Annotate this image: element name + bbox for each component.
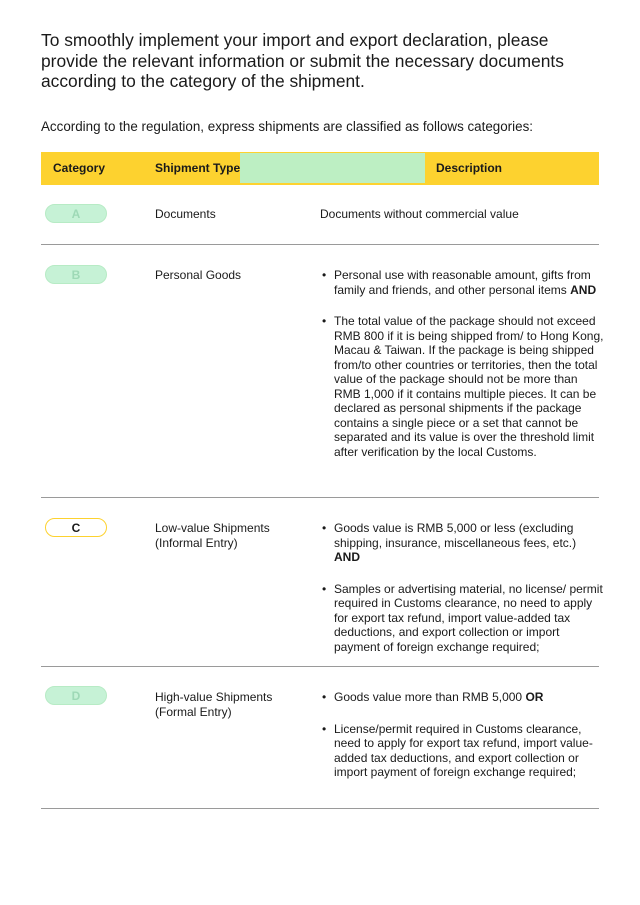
shipment-type-c: Low-value Shipments (Informal Entry)	[155, 521, 270, 550]
list-item: • License/permit required in Customs clearance, need to apply for export tax refund, import value-added tax deductions, and export collection or import payment of foreign exchange required;	[320, 722, 605, 780]
list-item: • Goods value more than RMB 5,000 OR	[320, 690, 605, 705]
description-list-d	[320, 690, 605, 797]
header-description: Description	[436, 161, 503, 175]
table-row-c	[41, 498, 603, 667]
description-list-c	[320, 521, 605, 671]
shipment-type-a: Documents	[155, 207, 216, 221]
list-item: • The total value of the package should not exceed RMB 800 if it is being shipped from/ to Hong Kong, Macau & Taiwan. If the package is being shipped from/to other countries or territories, then the total value of the package should not be more than RMB 1,000 if it contains multiple pieces. It can be declared as personal shipments if the package contains a single piece or a set that cannot be separated and its value is over the threshold limit after verification by the local Customs.	[320, 314, 605, 459]
description-a: Documents without commercial value	[320, 207, 519, 221]
category-badge-b: B	[45, 265, 107, 284]
intro-paragraph: To smoothly implement your import and export declaration, please provide the relevant information or submit the necessary documents according to the category of the shipment.	[41, 30, 564, 91]
table-header	[41, 152, 599, 185]
shipment-type-b: Personal Goods	[155, 268, 242, 282]
category-badge-c: C	[45, 518, 107, 537]
category-badge-d: D	[45, 686, 107, 705]
header-shipment-type: Shipment Type	[155, 161, 241, 175]
category-badge-a: A	[45, 204, 107, 223]
header-highlight-block	[240, 153, 425, 183]
table-row-a	[41, 185, 599, 245]
table-row-d	[41, 667, 599, 809]
table-row-b	[41, 245, 604, 498]
description-list-b	[320, 268, 605, 476]
classification-intro: According to the regulation, express shipments are classified as follows categories:	[41, 119, 533, 134]
list-item: • Goods value is RMB 5,000 or less (excluding shipping, insurance, miscellaneous fees, etc.) AND	[320, 521, 605, 565]
list-item: • Personal use with reasonable amount, gifts from family and friends, and other personal items AND	[320, 268, 605, 297]
shipment-type-d: High-value Shipments (Formal Entry)	[155, 690, 273, 719]
list-item: • Samples or advertising material, no license/ permit required in Customs clearance, no need to apply for export tax refund, import value-added tax deductions, and export collection or import payment of foreign exchange required;	[320, 582, 605, 655]
header-category: Category	[53, 161, 106, 175]
